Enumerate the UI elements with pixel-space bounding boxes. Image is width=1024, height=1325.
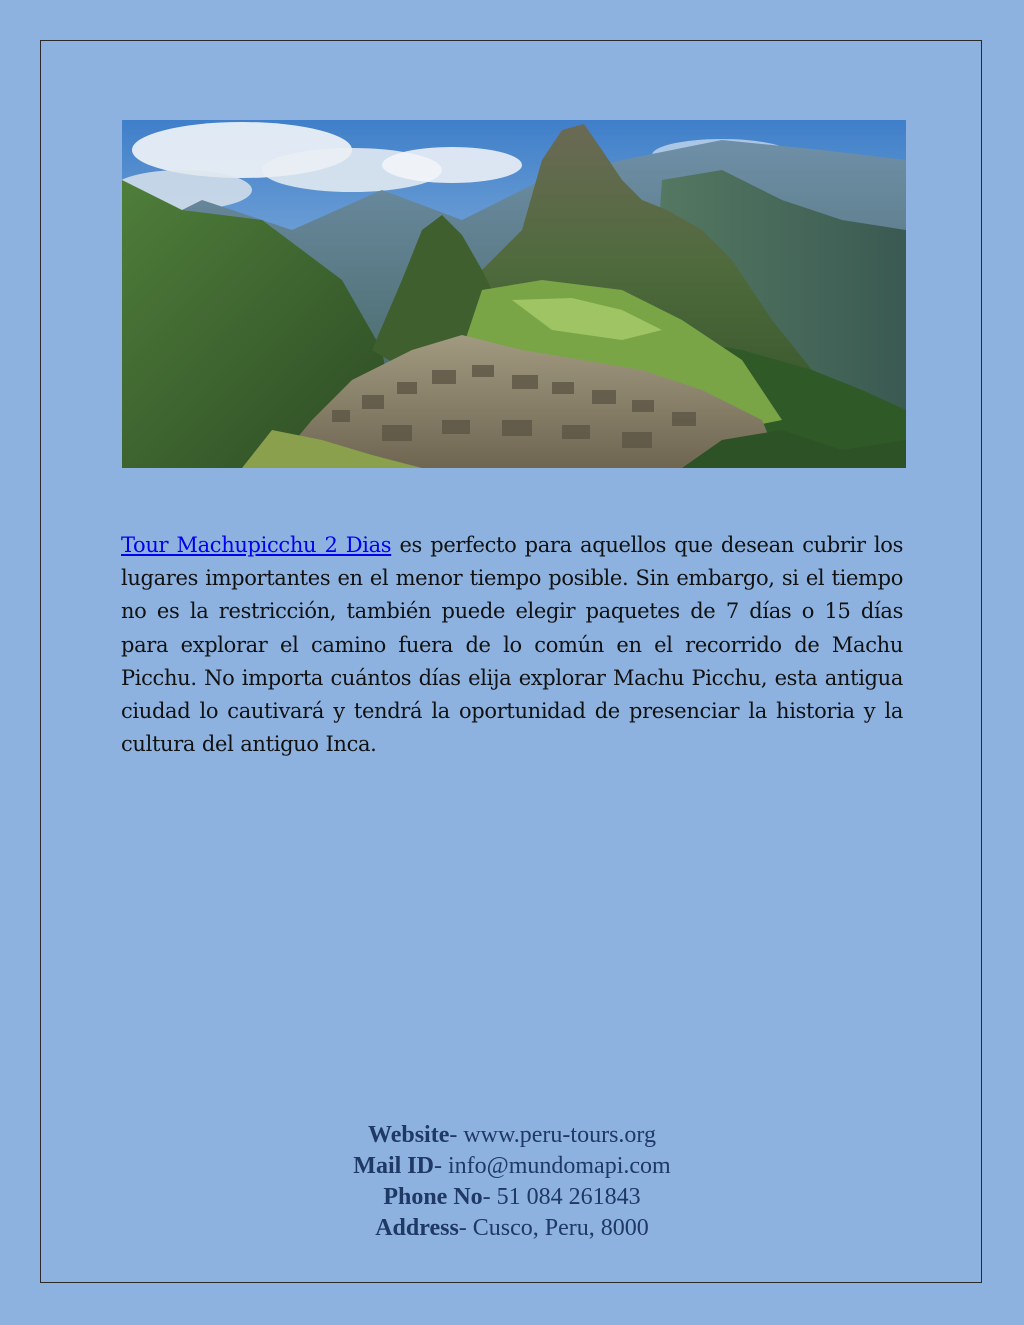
website-value: - www.peru-tours.org	[449, 1122, 656, 1148]
website-label: Website	[368, 1122, 450, 1148]
mail-value: - info@mundomapi.com	[433, 1153, 671, 1179]
mail-label: Mail ID	[353, 1153, 434, 1179]
hero-image	[122, 120, 906, 468]
phone-label: Phone No	[383, 1184, 483, 1210]
website-row	[0, 1120, 1024, 1151]
address-label: Address	[375, 1215, 459, 1241]
tour-machupicchu-link[interactable]: Tour Machupicchu 2 Dias	[121, 533, 392, 557]
address-row	[0, 1213, 1024, 1244]
article-paragraph	[121, 529, 903, 761]
address-value: - Cusco, Peru, 8000	[458, 1215, 649, 1241]
phone-row	[0, 1182, 1024, 1213]
contact-block	[0, 1120, 1024, 1244]
machu-picchu-illustration	[122, 120, 906, 468]
mail-row	[0, 1151, 1024, 1182]
phone-value: - 51 084 261843	[482, 1184, 641, 1210]
article-body-text: es perfecto para aquellos que desean cubrir los lugares importantes en el menor tiempo posible. Sin embargo, si el tiempo no es la restricción, también puede elegir paquetes de 7 días o 15 días para explorar el camino fuera de lo común en el recorrido de Machu Picchu. No importa cuántos días elija explorar Machu Picchu, esta antigua ciudad lo cautivará y tendrá la oportunidad de presenciar la historia y la cultura del antiguo Inca.	[121, 533, 903, 757]
